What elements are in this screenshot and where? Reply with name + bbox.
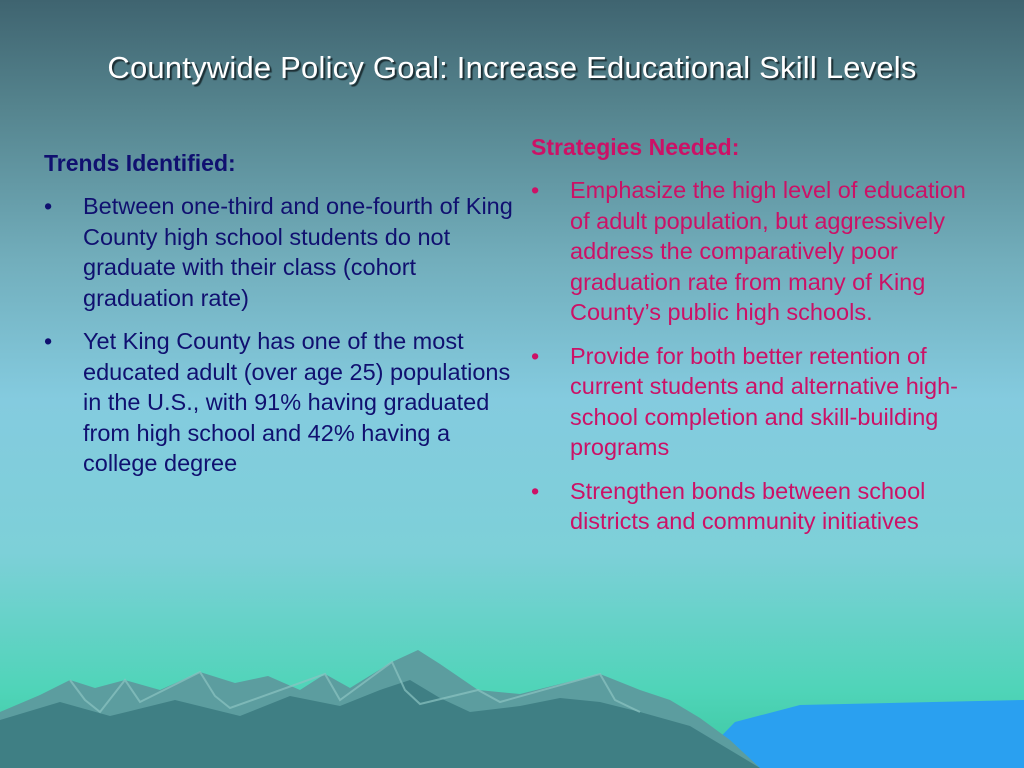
bullet-icon: • (531, 342, 540, 369)
trends-heading: Trends Identified: (44, 150, 236, 176)
strategy-text: Strengthen bonds between school districts and community initiatives (570, 477, 926, 534)
trend-text: Between one-third and one-fourth of King County high school students do not graduate with their class (cohort graduation rate) (83, 193, 513, 311)
bullet-icon: • (44, 193, 53, 219)
strategies-heading: Strategies Needed: (531, 134, 740, 160)
strategy-text: Provide for both better retention of current students and alternative high-school completion and skill-building programs (570, 342, 958, 460)
bullet-icon: • (44, 328, 53, 354)
bullet-icon: • (531, 477, 540, 504)
bullet-icon: • (531, 177, 540, 203)
strategy-text: Emphasize the high level of education of adult population, but aggressively address the comparatively poor graduation rate from many of King County’s public high schools. (570, 177, 966, 325)
trend-text: Yet King County has one of the most educated adult (over age 25) populations in the U.S., with 91% having graduated from high school and 42% having a college degree (83, 328, 511, 476)
slide-title: Countywide Policy Goal: Increase Educational Skill Levels (107, 50, 917, 85)
